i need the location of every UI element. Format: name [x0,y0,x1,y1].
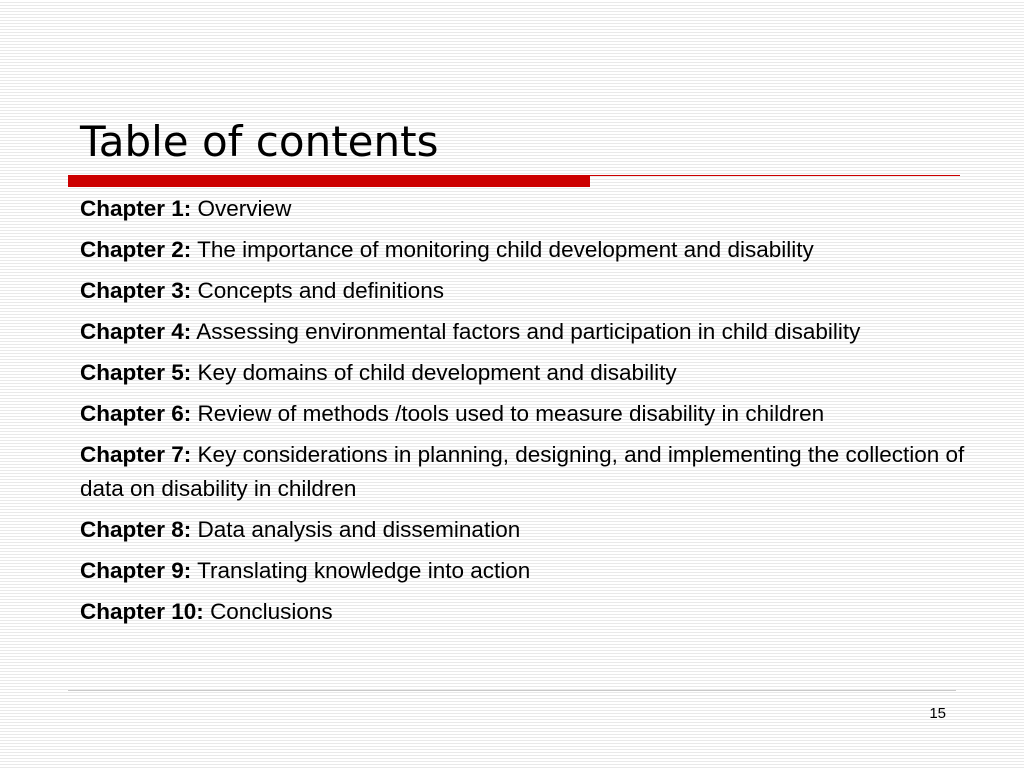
chapter-label: Chapter 3: [80,278,192,303]
chapter-title: Data analysis and dissemination [197,517,521,542]
chapter-title: Conclusions [210,599,333,624]
table-of-contents-list [80,192,1000,636]
toc-item-chapter-1 [80,192,1000,226]
chapter-label: Chapter 5: [80,360,192,385]
chapter-title: Key domains of child development and disability [197,360,677,385]
toc-item-chapter-3 [80,274,1000,308]
toc-item-chapter-9 [80,554,1000,588]
chapter-label: Chapter 8: [80,517,192,542]
chapter-label: Chapter 1: [80,196,192,221]
chapter-title: Translating knowledge into action [197,558,531,583]
chapter-title: Review of methods /tools used to measure disability in children [197,401,825,426]
footer-divider [68,690,956,691]
toc-item-chapter-4 [80,315,1000,349]
chapter-title: Overview [197,196,292,221]
chapter-title: Concepts and definitions [197,278,444,303]
toc-item-chapter-7 [80,438,1000,506]
slide-title: Table of contents [80,117,439,166]
title-underline-thin [590,175,960,176]
toc-item-chapter-5 [80,356,1000,390]
chapter-title: The importance of monitoring child development and disability [197,237,814,262]
chapter-label: Chapter 7: [80,442,192,467]
toc-item-chapter-6 [80,397,1000,431]
chapter-title: Key considerations in planning, designing, and implementing the collection of data on disability in children [80,442,965,501]
toc-item-chapter-8 [80,513,1000,547]
toc-item-chapter-2 [80,233,1000,267]
chapter-label: Chapter 6: [80,401,192,426]
chapter-label: Chapter 9: [80,558,192,583]
title-underline-thick [68,175,590,187]
chapter-label: Chapter 10: [80,599,204,624]
chapter-title: Assessing environmental factors and participation in child disability [196,319,861,344]
toc-item-chapter-10 [80,595,1000,629]
chapter-label: Chapter 4: [80,319,192,344]
page-number: 15 [929,705,946,722]
chapter-label: Chapter 2: [80,237,192,262]
